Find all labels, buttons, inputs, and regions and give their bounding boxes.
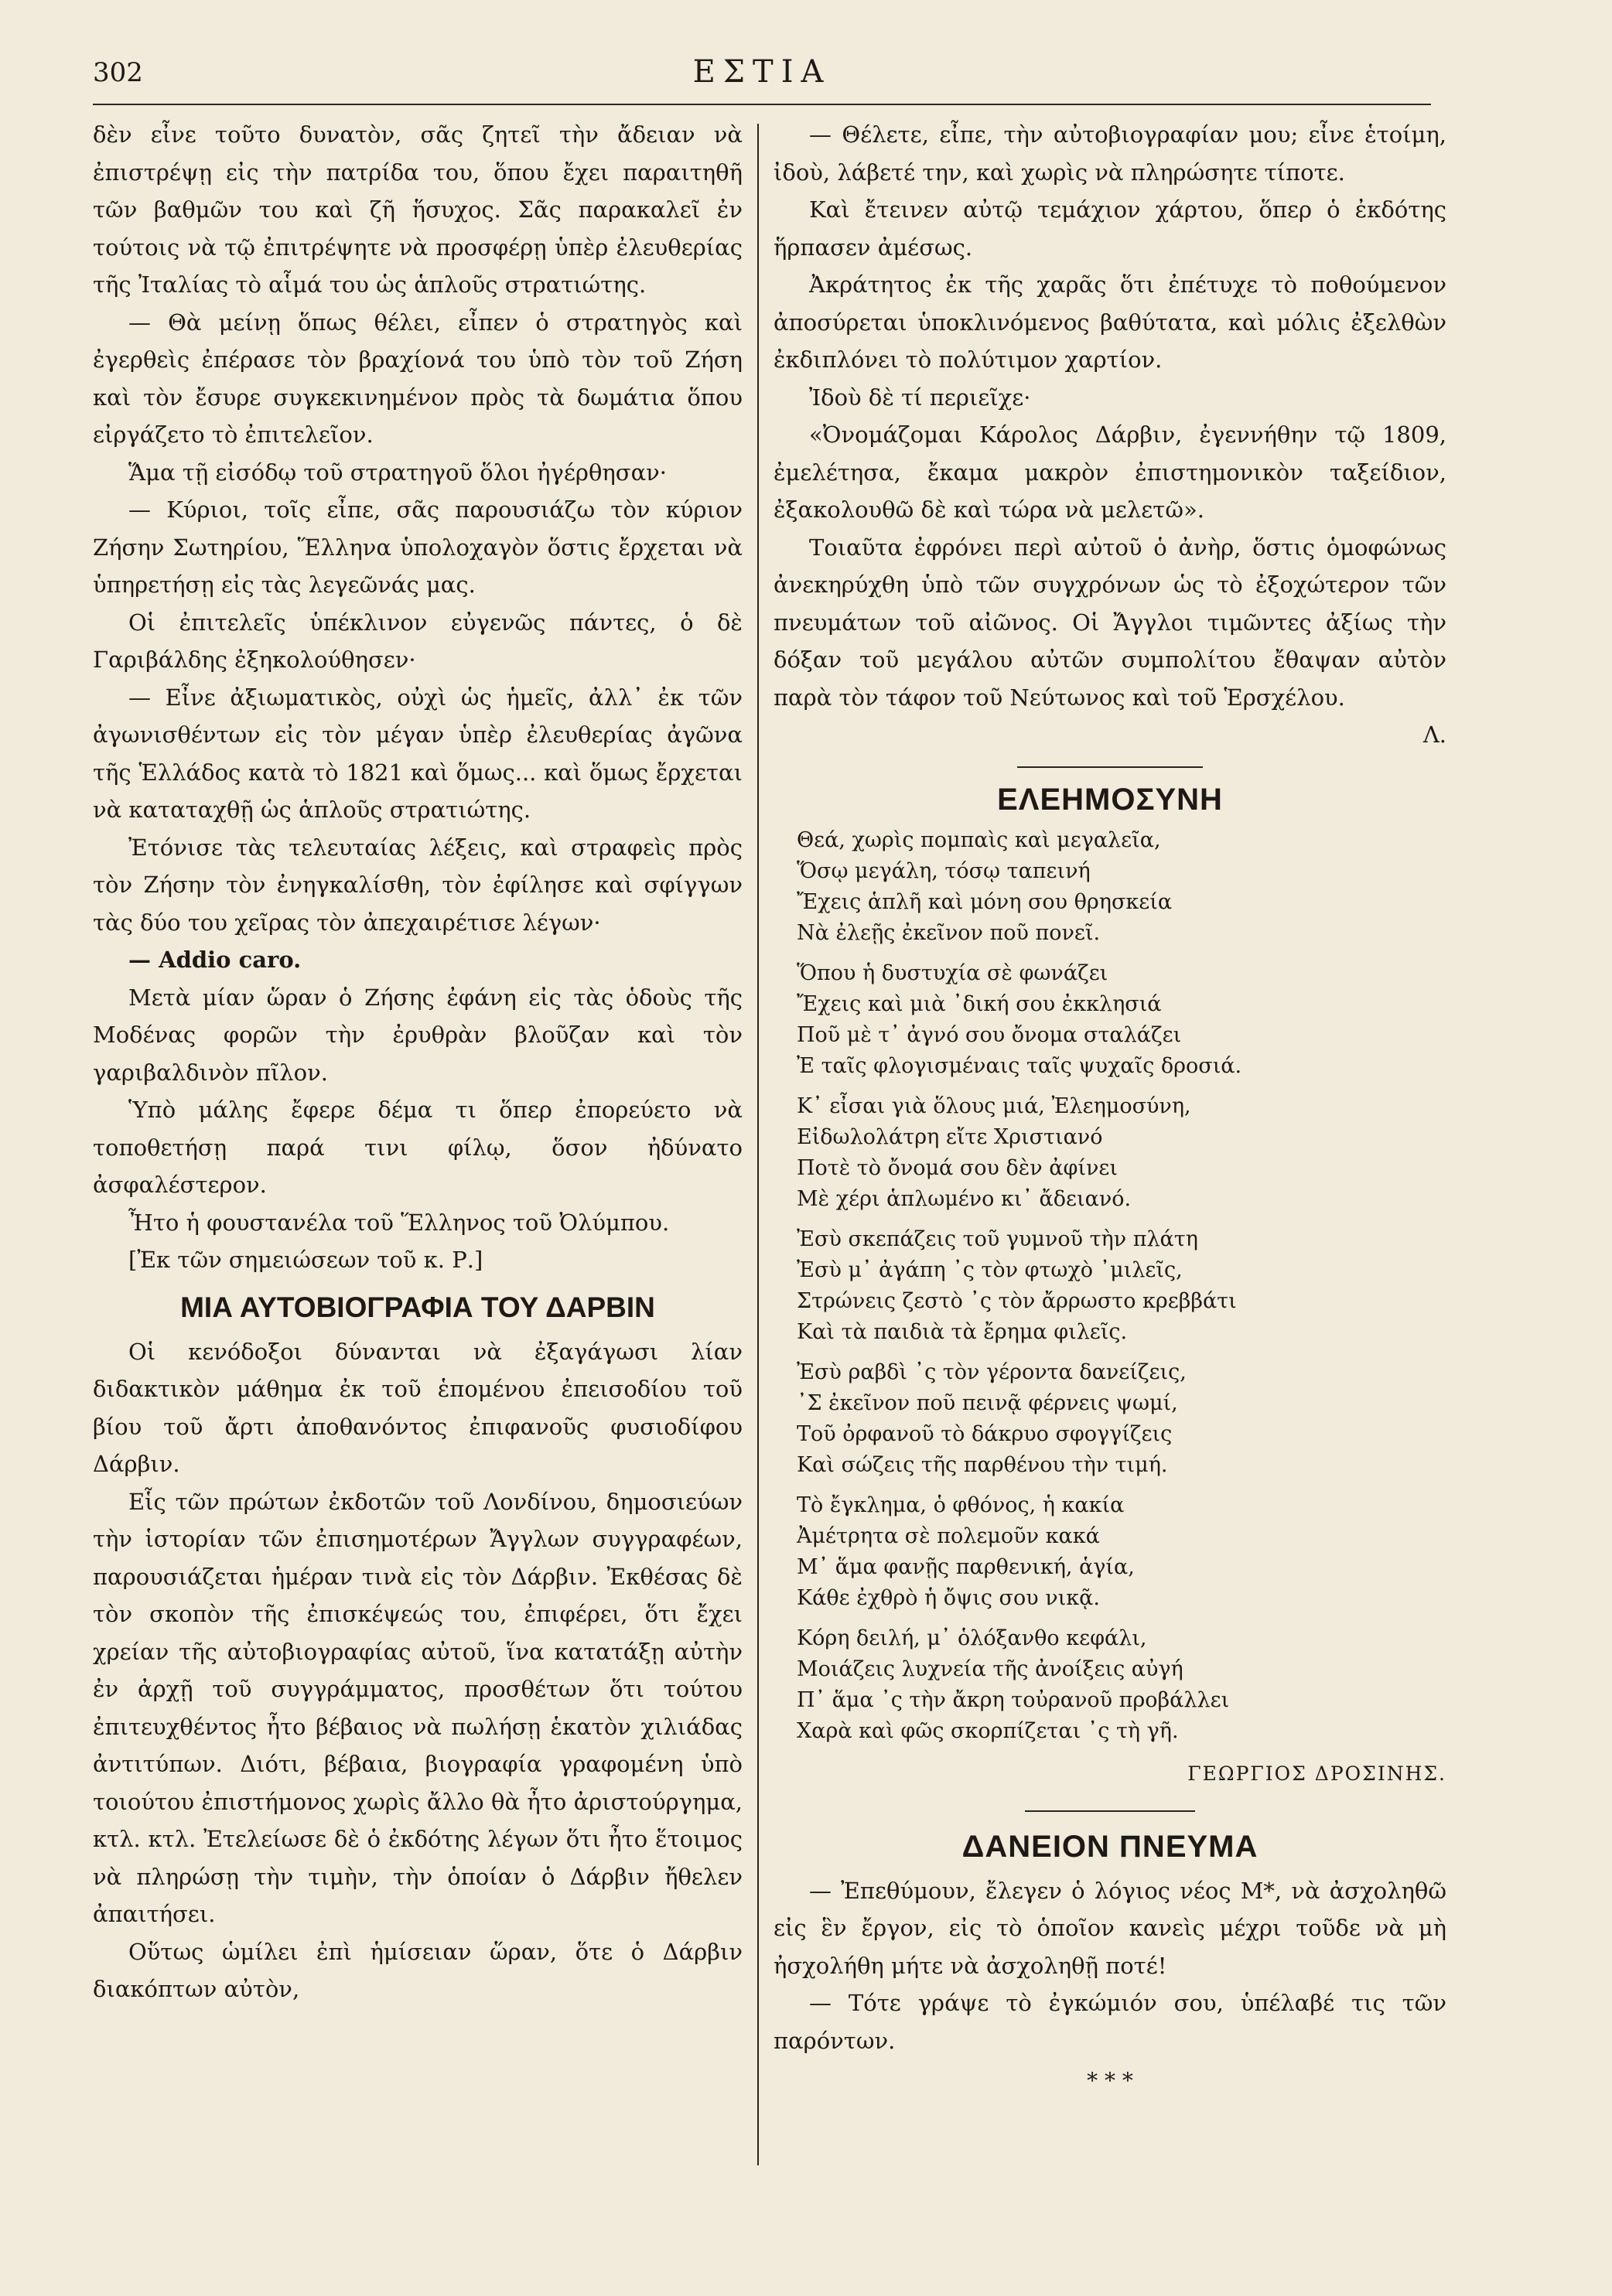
poem-line: Τοῦ ὀρφανοῦ τὸ δάκρυο σφογγίζεις: [797, 1421, 1173, 1446]
poem-stanza: [797, 1623, 1446, 1747]
journal-title: ΕΣΤΙΑ: [692, 54, 832, 90]
poem-line: Νὰ ἐλεῇς ἐκεῖνον ποῦ πονεῖ.: [797, 920, 1101, 945]
poem-line: Ἀμέτρητα σὲ πολεμοῦν κακά: [797, 1523, 1100, 1548]
poem-line: Ποτὲ τὸ ὄνομά σου δὲν ἀφίνει: [797, 1155, 1118, 1180]
poem-stanza: [797, 1357, 1446, 1481]
article-paragraph: Εἷς τῶν πρώτων ἐκδοτῶν τοῦ Λονδίνου, δημοσιεύων τὴν ἱστορίαν τῶν ἐπισημοτέρων Ἄγγλων συγγραφέων, παρουσιάζεται ἡμέραν τινὰ εἰς τὸν Δάρβιν. Ἐκθέσας δὲ τὸν σκοπὸν τῆς ἐπισκέψεώς του, ἐπιφέρει, ὅτι ἔχει χρείαν τῆς αὐτοβιογραφίας αὐτοῦ, ἵνα κατατάξῃ αὐτὴν ἐν ἀρχῇ τοῦ συγγράμματος, προσθέτων ὅτι τούτου ἐπιτευχθέντος ἦτο βέβαιος νὰ πωλήσῃ ἑκατὸν χιλιάδας ἀντιτύπων. Διότι, βέβαια, βιογραφία γραφομένη ὑπὸ τοιούτου ἐπιστήμονος χωρὶς ἄλλο θὰ ἦτο ἀριστούργημα, κτλ. κτλ. Ἐτελείωσε δὲ ὁ ἐκδότης λέγων ὅτι ἦτο ἕτοιμος νὰ πληρώσῃ τὴν τιμὴν, τὴν ὁποίαν ὁ Δάρβιν ἤθελεν ἀπαιτήσει.: [93, 1488, 743, 1927]
section-separator: [1017, 766, 1203, 768]
poem-line: Κάθε ἐχθρὸ ἡ ὄψις σου νικᾷ.: [797, 1585, 1100, 1610]
poem-line: ᾽Σ ἐκεῖνον ποῦ πεινᾷ φέρνεις ψωμί,: [797, 1390, 1178, 1415]
poem-line: Καὶ σώζεις τῆς παρθένου τὴν τιμή.: [797, 1452, 1168, 1477]
anecdote-paragraph: — Ἐπεθύμουν, ἔλεγεν ὁ λόγιος νέος Μ*, νὰ ἀσχοληθῶ εἰς ἓν ἔργον, εἰς τὸ ὁποῖον κανεὶς μέχρι τοῦδε νὰ μὴ ἠσχολήθη μήτε νὰ ἀσχοληθῇ ποτέ!: [774, 1877, 1446, 1979]
article-paragraph: Οὕτως ὡμίλει ἐπὶ ἡμίσειαν ὥραν, ὅτε ὁ Δάρβιν διακόπτων αὐτὸν,: [93, 1938, 743, 2002]
story-paragraph: — Κύριοι, τοῖς εἶπε, σᾶς παρουσιάζω τὸν κύριον Ζήσην Σωτηρίου, Ἕλληνα ὑπολοχαγὸν ὅστις ἔρχεται νὰ ὑπηρετήσῃ εἰς τὰς λεγεῶνάς μας.: [93, 496, 743, 598]
poem-stanza: [797, 958, 1446, 1082]
poem-line: Μὲ χέρι ἁπλωμένο κι᾽ ἄδειανό.: [797, 1186, 1132, 1211]
poem-line: Ποῦ μὲ τ᾽ ἀγνό σου ὄνομα σταλάζει: [797, 1022, 1182, 1047]
poem-line: Τὸ ἔγκλημα, ὁ φθόνος, ἡ κακία: [797, 1493, 1125, 1517]
poem-line: Κ᾽ εἶσαι γιὰ ὅλους μιά, Ἐλεημοσύνη,: [797, 1093, 1191, 1118]
poem-line: Μ᾽ ἅμα φανῇς παρθενική, ἁγία,: [797, 1554, 1135, 1579]
story-paragraph: Ἦτο ἡ φουστανέλα τοῦ Ἕλληνος τοῦ Ὀλύμπου.: [128, 1209, 670, 1236]
running-head: [93, 46, 1431, 101]
right-column: [774, 116, 1446, 2092]
poem-line: Ἐσὺ μ᾽ ἀγάπη ᾽ς τὸν φτωχὸ ᾽μιλεῖς,: [797, 1257, 1183, 1282]
article-paragraph: Οἱ κενόδοξοι δύνανται νὰ ἐξαγάγωσι λίαν διδακτικὸν μάθημα ἐκ τοῦ ἑπομένου ἐπεισοδίου τοῦ βίου τοῦ ἄρτι ἀποθανόντος ἐπιφανοῦς φυσιοδίφου Δάρβιν.: [93, 1338, 743, 1477]
poem-line: Ἐσὺ ραβδὶ ᾽ς τὸν γέροντα δανείζεις,: [797, 1360, 1187, 1384]
poem-line: Ἐσὺ σκεπάζεις τοῦ γυμνοῦ τὴν πλάτη: [797, 1226, 1198, 1251]
story-paragraph: Ἅμα τῇ εἰσόδῳ τοῦ στρατηγοῦ ὅλοι ἠγέρθησαν·: [128, 459, 667, 486]
poem-line: Ἔχεις καὶ μιὰ ᾽δική σου ἐκκλησιά: [797, 991, 1162, 1016]
poem-line: Εἰδωλολάτρη εἴτε Χριστιανό: [797, 1124, 1103, 1149]
story-paragraph: — Εἶνε ἀξιωματικὸς, οὐχὶ ὡς ἡμεῖς, ἀλλ᾽ ἐκ τῶν ἀγωνισθέντων εἰς τὸν μέγαν ὑπὲρ ἐλευθερίας ἀγῶνα τῆς Ἑλλάδος κατὰ τὸ 1821 καὶ ὅμως... καὶ ὅμως ἔρχεται νὰ καταταχθῇ ὡς ἁπλοῦς στρατιώτης.: [93, 684, 743, 823]
anecdote-paragraph: — Τότε γράψε τὸ ἐγκώμιόν σου, ὑπέλαβέ τις τῶν παρόντων.: [774, 1990, 1446, 2054]
poem-line: Θεά, χωρὶς πομπαὶς καὶ μεγαλεῖα,: [797, 827, 1161, 852]
poem-line: Ἐ ταῖς φλογισμέναις ταῖς ψυχαῖς δροσιά.: [797, 1053, 1242, 1078]
article-paragraph: Τοιαῦτα ἐφρόνει περὶ αὐτοῦ ὁ ἀνὴρ, ὅστις ὁμοφώνως ἀνεκηρύχθη ὑπὸ τῶν συγχρόνων ὡς τὸ ἐξοχώτερον τῶν πνευμάτων τοῦ αἰῶνος. Οἱ Ἄγγλοι τιμῶντες ἀξίως τὴν δόξαν τοῦ μεγάλου αὐτῶν συμπολίτου ἔθαψαν αὐτὸν παρὰ τὸν τάφον τοῦ Νεύτωνος καὶ τοῦ Ἑρσχέλου.: [774, 534, 1446, 711]
story-paragraph: Οἱ ἐπιτελεῖς ὑπέκλινον εὐγενῶς πάντες, ὁ δὲ Γαριβάλδης ἐξηκολούθησεν·: [93, 609, 743, 673]
poem-line: Π᾽ ἅμα ᾽ς τὴν ἄκρη τοὐρανοῦ προβάλλει: [797, 1687, 1230, 1712]
story-paragraph: Μετὰ μίαν ὥραν ὁ Ζήσης ἐφάνη εἰς τὰς ὁδοὺς τῆς Μοδένας φορῶν τὴν ἐρυθρὰν βλοῦζαν καὶ τὸν γαριβαλδινὸν πῖλον.: [93, 984, 743, 1086]
poem: [797, 825, 1446, 1747]
article-paragraph: Ἀκράτητος ἐκ τῆς χαρᾶς ὅτι ἐπέτυχε τὸ ποθούμενον ἀποσύρεται ὑποκλινόμενος βαθύτατα, καὶ μόλις ἐξελθὼν ἐκδιπλόνει τὸ πολύτιμον χαρτίον.: [774, 271, 1446, 373]
left-column: [93, 116, 743, 2008]
story-paragraph: — Θὰ μείνῃ ὅπως θέλει, εἶπεν ὁ στρατηγὸς καὶ ἐγερθεὶς ἐπέρασε τὸν βραχίονά του ὑπὸ τὸν τοῦ Ζήση καὶ τὸν ἔσυρε συγκεκινημένον πρὸς τὰ δωμάτια ὅπου εἰργάζετο τὸ ἐπιτελεῖον.: [93, 309, 743, 448]
story-paragraph: Ὑπὸ μάλης ἔφερε δέμα τι ὅπερ ἐπορεύετο νὰ τοποθετήσῃ παρά τινι φίλῳ, ὅσον ἠδύνατο ἀσφαλέστερον.: [93, 1097, 743, 1198]
poem-stanza: [797, 1091, 1446, 1215]
story-paragraph: δὲν εἶνε τοῦτο δυνατὸν, σᾶς ζητεῖ τὴν ἄδειαν νὰ ἐπιστρέψῃ εἰς τὴν πατρίδα του, ὅπου ἔχει παραιτηθῆ τῶν βαθμῶν του καὶ ζῆ ἥσυχος. Σᾶς παρακαλεῖ ἐν τούτοις νὰ τῷ ἐπιτρέψητε νὰ προσφέρῃ ὑπὲρ ἐλευθερίας τῆς Ἰταλίας τὸ αἷμά του ὡς ἁπλοῦς στρατιώτης.: [93, 121, 743, 298]
poem-line: Χαρὰ καὶ φῶς σκορπίζεται ᾽ς τὴ γῆ.: [797, 1718, 1179, 1743]
poem-line: Καὶ τὰ παιδιὰ τὰ ἔρημα φιλεῖς.: [797, 1319, 1128, 1344]
end-mark: * * *: [1087, 2068, 1133, 2093]
article-paragraph: Ἰδοὺ δὲ τί περιεῖχε·: [809, 384, 1031, 411]
author-initial: Λ.: [1422, 722, 1446, 748]
story-paragraph: — Addio caro.: [128, 947, 302, 973]
page-number: 302: [93, 57, 143, 88]
poem-line: Ὅσῳ μεγάλη, τόσῳ ταπεινή: [797, 858, 1091, 883]
poem-line: Στρώνεις ζεστὸ ᾽ς τὸν ἄρρωστο κρεββάτι: [797, 1288, 1237, 1313]
poem-stanza: [797, 1490, 1446, 1614]
header-rule: [93, 104, 1431, 105]
article-paragraph: — Θέλετε, εἶπε, τὴν αὐτοβιογραφίαν μου; εἶνε ἑτοίμη, ἰδοὺ, λάβετέ την, καὶ χωρὶς νὰ πληρώσητε τίποτε.: [774, 121, 1446, 186]
poem-title: ΕΛΕΗΜΟΣΥΝΗ: [997, 782, 1223, 817]
anecdote-title: ΔΑΝΕΙΟΝ ΠΝΕΥΜΑ: [961, 1829, 1259, 1864]
poem-line: Μοιάζεις λυχνεία τῆς ἀνοίξεις αὐγή: [797, 1656, 1183, 1681]
column-divider: [757, 124, 759, 2165]
article-title-darwin: ΜΙΑ ΑΥΤΟΒΙΟΓΡΑΦΙΑ ΤΟΥ ΔΑΡΒΙΝ: [180, 1291, 655, 1323]
article-paragraph: Καὶ ἔτεινεν αὐτῷ τεμάχιον χάρτου, ὅπερ ὁ ἐκδότης ἥρπασεν ἀμέσως.: [774, 196, 1446, 261]
poem-line: Ἔχεις ἁπλῆ καὶ μόνη σου θρησκεία: [797, 889, 1173, 914]
story-paragraph: Ἐτόνισε τὰς τελευταίας λέξεις, καὶ στραφεὶς πρὸς τὸν Ζήσην τὸν ἐνηγκαλίσθη, τὸν ἐφίλησε καὶ σφίγγων τὰς δύο του χεῖρας τὸν ἀπεχαιρέτισε λέγων·: [93, 834, 743, 936]
poem-line: Κόρη δειλή, μ᾽ ὁλόξανθο κεφάλι,: [797, 1626, 1147, 1650]
poet-signature: ΓΕΩΡΓΙΟΣ ΔΡΟΣΙΝΗΣ.: [1187, 1762, 1446, 1785]
article-paragraph: «Ὀνομάζομαι Κάρολος Δάρβιν, ἐγεννήθην τῷ 1809, ἐμελέτησα, ἔκαμα μακρὸν ἐπιστημονικὸν ταξείδιον, ἐξακολουθῶ δὲ καὶ τώρα νὰ μελετῶ».: [774, 421, 1446, 523]
source-note: [Ἐκ τῶν σημειώσεων τοῦ κ. Ρ.]: [128, 1247, 483, 1273]
poem-stanza: [797, 1224, 1446, 1348]
poem-stanza: [797, 825, 1446, 949]
section-separator: [1025, 1810, 1195, 1812]
poem-line: Ὅπου ἡ δυστυχία σὲ φωνάζει: [797, 960, 1108, 985]
